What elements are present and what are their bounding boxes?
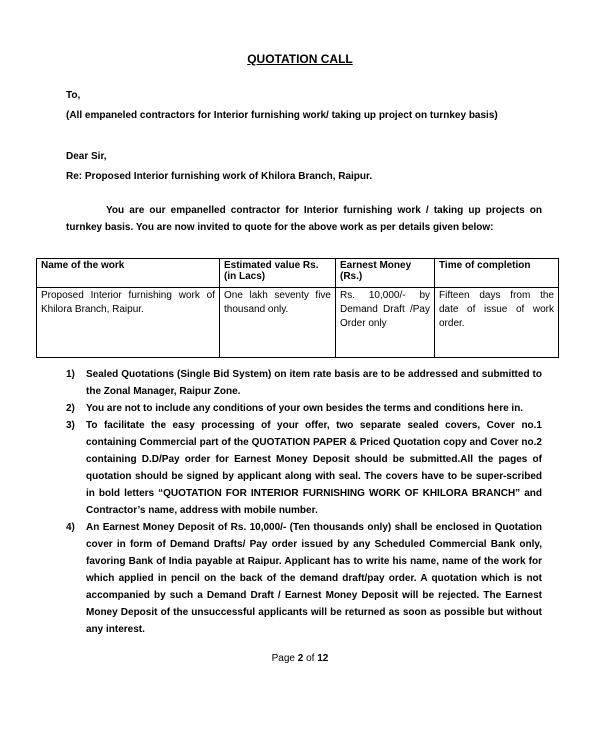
table-row <box>37 288 559 358</box>
table-header-row <box>37 259 559 288</box>
condition-text: You are not to include any conditions of your own besides the terms and conditions here in. <box>86 403 524 414</box>
cell-name-of-work: Proposed Interior furnishing work of Khilora Branch, Raipur. <box>37 288 220 358</box>
cell-earnest-money: Rs. 10,000/- by Demand Draft /Pay Order only <box>336 288 435 358</box>
page-title: QUOTATION CALL <box>247 52 353 66</box>
work-details-table <box>36 258 559 358</box>
intro-text: You are our empanelled contractor for Interior furnishing work / taking up projects on turnkey basis. You are now invited to quote for the above work as per details given below: <box>66 205 542 233</box>
page-of-label: of <box>306 653 315 664</box>
page-label: Page <box>271 653 295 664</box>
condition-text: An Earnest Money Deposit of Rs. 10,000/- (Ten thousands only) shall be enclosed in Quotation cover in form of Demand Drafts/ Pay order issued by any Scheduled Commercial Bank only, favoring Bank of India payable at Raipur. Applicant has to write his name, name of the work for which applied in pencil on the back of the demand draft/pay order. A quotation which is not accompanied by such a Demand Draft / Earnest Money Deposit will be rejected. The Earnest Money Deposit of the unsuccessful applicants will be returned as soon as possible but without any interest. <box>86 522 542 635</box>
condition-number: 3) <box>66 420 75 431</box>
condition-number: 2) <box>66 403 75 414</box>
intro-paragraph <box>66 202 542 236</box>
to-line: To, <box>66 90 81 101</box>
header-earnest-money: Earnest Money (Rs.) <box>336 259 435 288</box>
list-item <box>66 519 542 638</box>
list-item <box>66 400 542 417</box>
recipients-line: (All empaneled contractors for Interior furnishing work/ taking up project on turnkey basis) <box>66 110 498 121</box>
header-time-of-completion: Time of completion <box>435 259 559 288</box>
header-estimated-value: Estimated value Rs. (in Lacs) <box>220 259 336 288</box>
cell-estimated-value: One lakh seventy five thousand only. <box>220 288 336 358</box>
condition-number: 4) <box>66 522 75 533</box>
subject-line: Re: Proposed Interior furnishing work of Khilora Branch, Raipur. <box>66 171 373 182</box>
salutation: Dear Sir, <box>66 151 107 162</box>
list-item <box>66 366 542 400</box>
condition-text: To facilitate the easy processing of your offer, two separate sealed covers, Cover no.1 containing Commercial part of the QUOTATION PAPER & Priced Quotation copy and Cover no.2 containing D.D/Pay order for Earnest Money Deposit should be submitted.All the pages of quotation should be signed by applicant along with seal. The covers have to be super-scribed in bold letters “QUOTATION FOR INTERIOR FURNISHING WORK OF KHILORA BRANCH” and Contractor’s name, address with mobile number. <box>86 420 542 516</box>
page-current: 2 <box>297 653 304 664</box>
condition-text: Sealed Quotations (Single Bid System) on item rate basis are to be addressed and submitted to the Zonal Manager, Raipur Zone. <box>86 369 542 397</box>
page-total: 12 <box>317 653 329 664</box>
header-name-of-work: Name of the work <box>37 259 220 288</box>
list-item <box>66 417 542 519</box>
page-footer <box>0 653 600 664</box>
cell-time-of-completion: Fifteen days from the date of issue of work order. <box>435 288 559 358</box>
conditions-list <box>66 366 542 638</box>
condition-number: 1) <box>66 369 75 380</box>
